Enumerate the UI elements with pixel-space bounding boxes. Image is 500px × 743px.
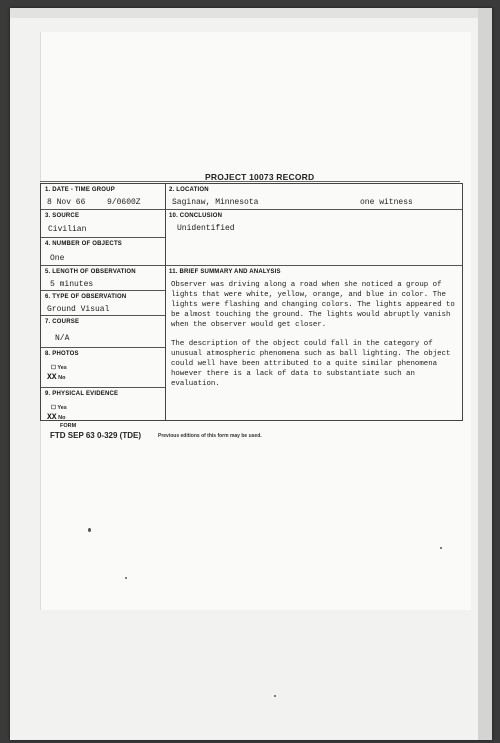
date-label: 1. DATE - TIME GROUP — [45, 187, 115, 193]
length-label: 5. LENGTH OF OBSERVATION — [45, 269, 136, 275]
record-form — [40, 183, 463, 421]
length-cell — [41, 266, 165, 291]
scan-speck — [125, 577, 127, 579]
footer-form-word: FORM — [60, 423, 77, 429]
location-label: 2. LOCATION — [169, 187, 209, 193]
photos-no-label: No — [58, 375, 66, 381]
form-id: FTD SEP 63 0-329 (TDE) — [50, 431, 141, 440]
summary-text — [171, 280, 456, 398]
type-value: Ground Visual — [47, 305, 110, 314]
physical-no-mark: XX — [47, 413, 57, 422]
witness-note: one witness — [360, 198, 413, 207]
source-value: Civilian — [48, 225, 87, 234]
course-value: N/A — [55, 334, 70, 343]
scan-speck — [274, 695, 276, 697]
conclusion-value: Unidentified — [177, 224, 235, 233]
date-cell — [41, 184, 165, 210]
photos-yes-option: ☐ Yes — [51, 365, 67, 371]
course-cell — [41, 316, 165, 348]
scan-speck — [440, 547, 442, 549]
type-label: 6. TYPE OF OBSERVATION — [45, 294, 127, 300]
record-title: PROJECT 10073 RECORD — [205, 172, 315, 182]
photos-cell — [41, 348, 165, 388]
photos-yes-label: Yes — [57, 365, 67, 371]
physical-label: 9. PHYSICAL EVIDENCE — [45, 391, 119, 397]
photos-no-mark: XX — [47, 373, 57, 382]
summary-paragraph-1: Observer was driving along a road when she noticed a group of lights that were white, yellow, orange, and blue in color. The lights were flashing and changing colors. The lights appeared to be almost touching the ground. The lights would abruptly vanish when the observer would get closer. — [171, 281, 455, 329]
summary-label: 11. BRIEF SUMMARY AND ANALYSIS — [169, 269, 281, 275]
summary-paragraph-2: The description of the object could fall in the category of unusual atmospheric phenomena such as ball lighting. The object could well have been attributed to a quite similar phenomena however there is a lack of data to substantiate such an evaluation. — [171, 340, 451, 388]
location-value: Saginaw, Minnesota — [172, 198, 259, 207]
left-column — [41, 184, 166, 420]
photos-label: 8. PHOTOS — [45, 351, 79, 357]
objects-value: One — [50, 254, 65, 263]
physical-cell — [41, 388, 165, 422]
conclusion-label: 10. CONCLUSION — [169, 213, 223, 219]
type-cell — [41, 291, 165, 316]
date-value: 8 Nov 66 — [47, 198, 86, 207]
footer-note: Previous editions of this form may be used. — [158, 433, 262, 439]
objects-cell — [41, 238, 165, 266]
sheet-top-edge — [10, 8, 492, 18]
physical-no-option — [47, 413, 65, 422]
physical-no-label: No — [58, 415, 66, 421]
header-rule — [40, 181, 460, 182]
physical-yes-label: Yes — [57, 405, 67, 411]
source-cell — [41, 210, 165, 238]
physical-yes-option: ☐ Yes — [51, 405, 67, 411]
length-value: 5 minutes — [50, 280, 94, 289]
scan-speck — [88, 528, 91, 532]
time-value: 9/0600Z — [107, 198, 141, 207]
course-label: 7. COURSE — [45, 319, 80, 325]
sheet-right-edge — [478, 8, 492, 740]
source-label: 3. SOURCE — [45, 213, 80, 219]
conclusion-cell — [165, 210, 462, 266]
location-cell — [165, 184, 462, 210]
objects-label: 4. NUMBER OF OBJECTS — [45, 241, 123, 247]
photos-no-option — [47, 373, 65, 382]
